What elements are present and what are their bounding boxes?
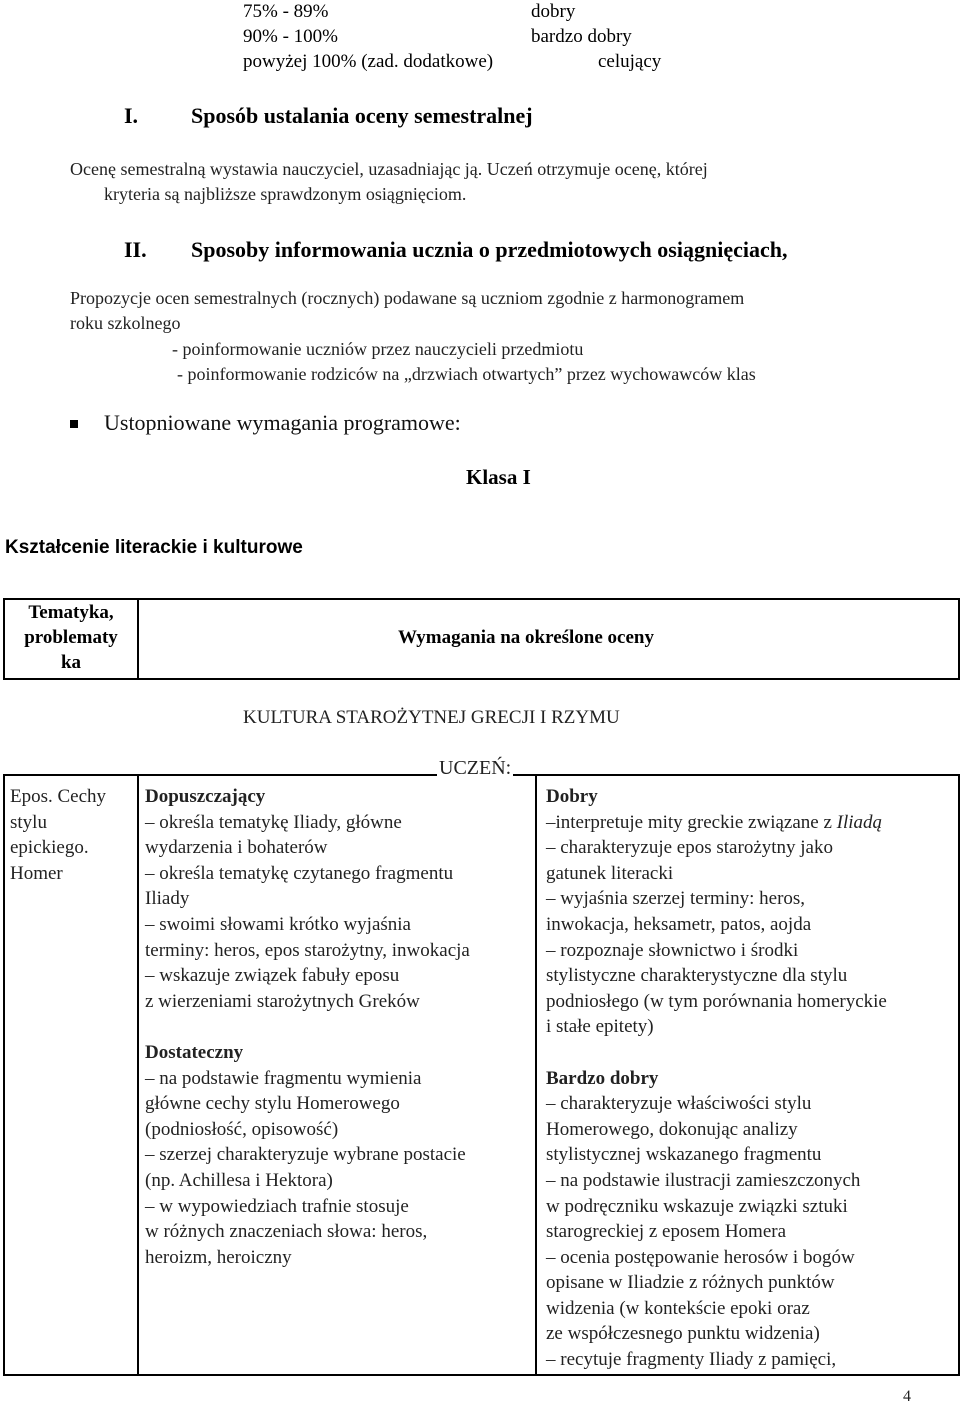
grade-title-dostateczny: Dostateczny — [145, 1041, 244, 1063]
requirement-line: – rozpoznaje słownictwo i środki — [546, 939, 799, 961]
requirement-line: Homerowego, dokonując analizy — [546, 1118, 798, 1140]
requirement-line-first — [546, 810, 887, 836]
section-2-item-1: - poinformowanie uczniów przez nauczycieli przedmiotu — [172, 339, 584, 359]
requirement-line: widzenia (w kontekście epoki oraz — [546, 1297, 810, 1319]
section-2-title: Sposoby informowania ucznia o przedmiotowych osiągnięciach, — [191, 237, 788, 262]
iliad-italic: Iliadą — [836, 811, 883, 833]
requirement-line: w różnych znaczeniach słowa: heros, — [145, 1221, 428, 1243]
requirement-line: – określa tematykę Iliady, główne — [145, 811, 402, 833]
requirement-line: – w wypowiedziach trafnie stosuje — [145, 1195, 409, 1217]
requirement-line-prefix: –interpretuje mity greckie związane z — [546, 811, 837, 833]
grade-name-3: celujący — [598, 51, 662, 72]
requirement-line: inwokacja, heksametr, patos, aojda — [546, 913, 812, 935]
requirement-line: – charakteryzuje epos starożytny jako — [546, 837, 833, 859]
requirement-line: – wskazuje związek fabuły eposu — [145, 965, 400, 987]
requirement-line: – na podstawie ilustracji zamieszczonych — [546, 1169, 861, 1191]
section-2-para-line-1: Propozycje ocen semestralnych (rocznych) podawane są uczniom zgodnie z harmonogramem — [70, 288, 745, 308]
square-bullet-icon — [70, 420, 78, 428]
requirement-line: w podręczniku wskazuje związki sztuki — [546, 1195, 848, 1217]
header-topic-line-3: ka — [60, 652, 82, 673]
left-requirements-text — [145, 784, 470, 1270]
requirement-line: i stałe epitety) — [546, 1016, 654, 1038]
grade-range-2: 90% - 100% — [243, 26, 338, 47]
requirement-line: terminy: heros, epos starożytny, inwokacja — [145, 939, 470, 961]
grade-name-1: dobry — [531, 1, 576, 22]
requirement-line: opisane w Iliadzie z różnych punktów — [546, 1272, 835, 1294]
requirement-line: – recytuje fragmenty Iliady z pamięci, — [546, 1349, 837, 1371]
topic-line: Homer — [10, 862, 63, 884]
grade-range-1: 75% - 89% — [243, 1, 329, 22]
education-heading: Kształcenie literackie i kulturowe — [5, 537, 303, 558]
topic-line: stylu — [10, 811, 47, 833]
grade-title-dopuszczajacy: Dopuszczający — [145, 786, 266, 807]
grade-range-3: powyżej 100% (zad. dodatkowe) — [243, 51, 494, 72]
requirement-line: – ocenia postępowanie herosów i bogów — [546, 1246, 855, 1268]
topic-text — [10, 784, 106, 886]
requirement-line: – swoimi słowami krótko wyjaśnia — [145, 913, 411, 935]
section-2-number: II. — [124, 237, 147, 262]
requirements-heading: Ustopniowane wymagania programowe: — [104, 410, 461, 435]
student-label: UCZEŃ: — [439, 757, 512, 779]
requirement-line: – wyjaśnia szerzej terminy: heros, — [546, 888, 806, 910]
requirement-line: starogreckiej z eposem Homera — [546, 1221, 787, 1243]
requirement-line: gatunek literacki — [546, 862, 674, 884]
header-topic-line-2: problematy — [24, 627, 118, 648]
requirement-line: podniosłego (w tym porównania homeryckie — [546, 990, 887, 1012]
class-label: Klasa I — [466, 465, 531, 489]
requirement-line: wydarzenia i bohaterów — [145, 837, 328, 859]
grade-title-bardzo-dobry: Bardzo dobry — [546, 1067, 659, 1089]
requirement-line: ze współczesnego punktu widzenia) — [546, 1323, 820, 1345]
requirement-line: heroizm, heroiczny — [145, 1246, 292, 1268]
requirement-line: stylistycznej wskazanego fragmentu — [546, 1144, 822, 1166]
requirement-line: z wierzeniami starożytnych Greków — [145, 990, 420, 1012]
requirement-line: – określa tematykę czytanego fragmentu — [145, 862, 454, 884]
header-requirements: Wymagania na określone oceny — [398, 627, 654, 648]
requirement-line: – charakteryzuje właściwości stylu — [546, 1093, 812, 1115]
requirement-line: Iliady — [145, 888, 190, 910]
requirement-line: (podniosłość, opisowość) — [145, 1118, 339, 1140]
topic-line: epickiego. — [10, 837, 89, 859]
header-topic-line-1: Tematyka, — [28, 602, 114, 623]
section-1-para-line-1: Ocenę semestralną wystawia nauczyciel, uzasadniając ją. Uczeń otrzymuje ocenę, której — [70, 159, 708, 179]
section-1-para-line-2: kryteria są najbliższe sprawdzonym osiągnięciom. — [104, 184, 467, 204]
topic-line: Epos. Cechy — [10, 786, 107, 807]
grade-title-dobry: Dobry — [546, 786, 598, 807]
section-1-title: Sposób ustalania oceny semestralnej — [191, 103, 533, 128]
section-2-item-2: - poinformowanie rodziców na „drzwiach otwartych” przez wychowawców klas — [177, 364, 756, 384]
section-1-number: I. — [124, 103, 139, 128]
section-2-para-line-2: roku szkolnego — [70, 313, 181, 333]
page-number: 4 — [903, 1388, 911, 1405]
table-section-title: KULTURA STAROŻYTNEJ GRECJI I RZYMU — [243, 707, 620, 728]
right-requirements-text — [546, 784, 887, 1373]
requirement-line: – na podstawie fragmentu wymienia — [145, 1067, 422, 1089]
requirement-line: główne cechy stylu Homerowego — [145, 1093, 400, 1115]
requirement-line: – szerzej charakteryzuje wybrane postacie — [145, 1144, 466, 1166]
requirement-line: (np. Achillesa i Hektora) — [145, 1169, 333, 1191]
grade-name-2: bardzo dobry — [531, 26, 632, 47]
requirement-line: stylistyczne charakterystyczne dla stylu — [546, 965, 848, 987]
